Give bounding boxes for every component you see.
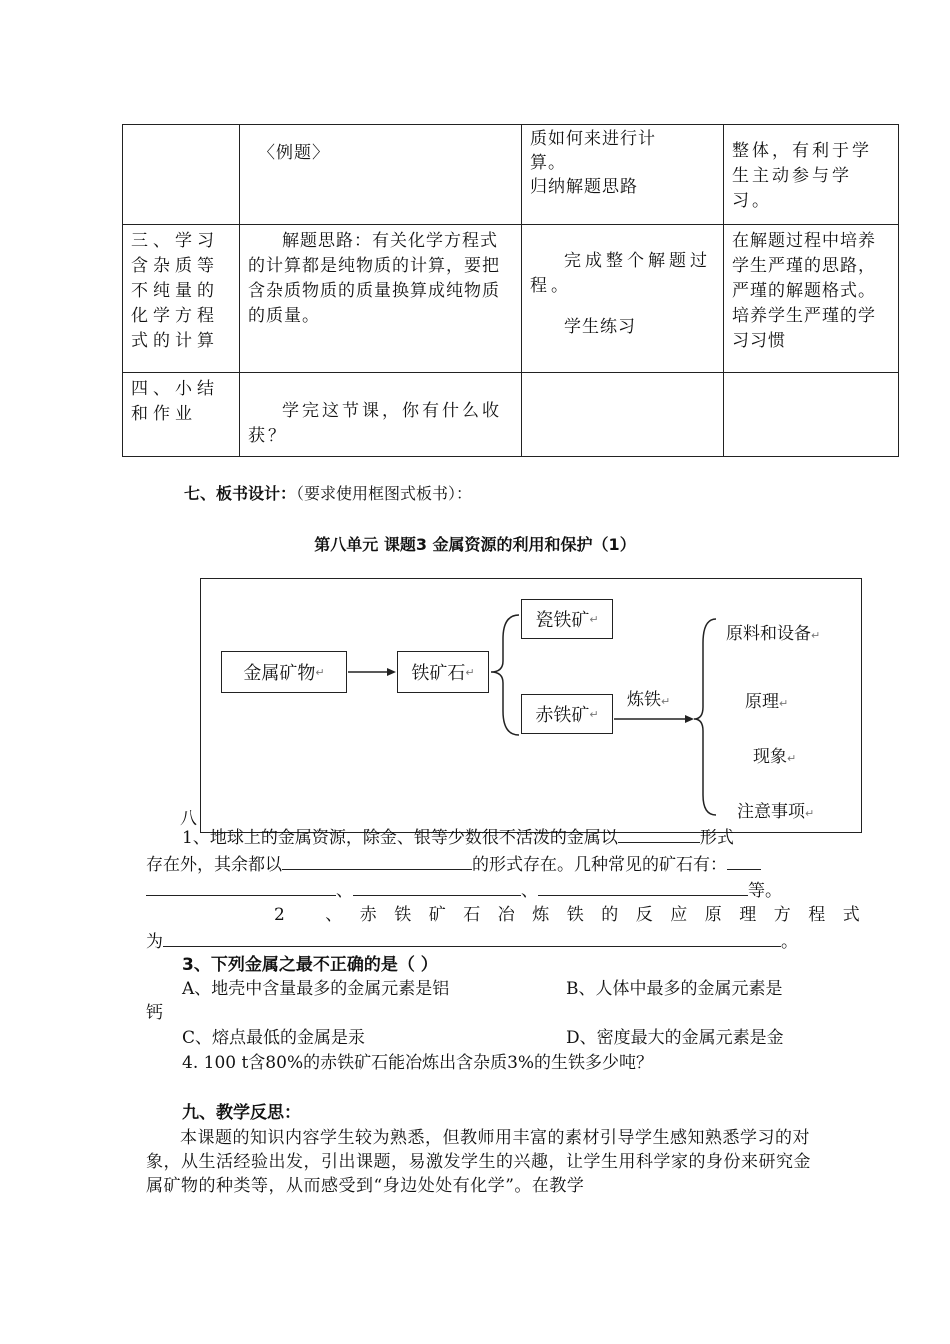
hematite-label: 赤铁矿	[535, 705, 590, 726]
q1-text: 存在外，其余都以	[146, 855, 282, 875]
option-c: C、熔点最低的金属是汞	[182, 1028, 366, 1048]
question-3-options-cd	[146, 1026, 852, 1050]
ore-brace	[491, 615, 519, 735]
q2-text: 为	[146, 932, 163, 952]
smelting-arrow-head	[685, 715, 694, 723]
question-3: 3、下列金属之最不正确的是（ ）	[182, 955, 438, 975]
answer-blank	[353, 877, 521, 896]
option-a: A、地壳中含量最多的金属元素是铝	[182, 979, 450, 999]
option-d: D、密度最大的金属元素是金	[566, 1028, 784, 1048]
cell-text: 三、学习含杂质等不纯量的化学方程式的计算	[131, 231, 219, 351]
q1-text: 形式	[699, 828, 734, 848]
question-1-line-2	[146, 851, 816, 877]
diagram-item: 注意事项↵	[737, 802, 815, 822]
section-9-heading: 九、教学反思：	[182, 1103, 301, 1123]
answer-blank	[727, 851, 761, 870]
answer-blank	[282, 851, 472, 870]
option-b: B、人体中最多的金属元素是	[566, 979, 783, 999]
cell-text: 在解题过程中培养学生严瑾的思路，严瑾的解题格式。培养学生严瑾的学习习惯	[732, 231, 876, 351]
table-cell	[522, 225, 724, 373]
cell-text: 整体，有利于学生主动参与学习。	[732, 141, 872, 211]
reflection-paragraph: 本课题的知识内容学生较为熟悉，但教师用丰富的素材引导学生感知熟悉学习的对象，从生活经验出发，引出课题，易激发学生的兴趣，让学生用科学家的身份来研究金属矿物的种类等，从而感受到“身边处处有化学”。在教学	[146, 1128, 811, 1196]
table-cell	[522, 373, 724, 457]
board-diagram	[200, 578, 862, 833]
smelting-label: 炼铁↵	[627, 690, 671, 710]
answer-blank	[618, 824, 700, 843]
diagram-item: 原料和设备↵	[726, 624, 821, 644]
table-cell	[724, 373, 899, 457]
diagram-item: 现象↵	[753, 747, 797, 767]
section-7-title: 七、板书设计：	[184, 484, 297, 503]
section-7-note: （要求使用框图式板书）：	[296, 484, 473, 503]
cell-text: 学完这节课，你有什么收获？	[248, 401, 502, 446]
question-2-line-1: 2 、赤铁矿石冶炼铁的反应原理方程式	[274, 905, 878, 925]
cell-text: 四、小结和作业	[131, 379, 219, 424]
arrow-head	[387, 668, 396, 676]
diagram-item: 原理↵	[745, 692, 789, 712]
cell-line: 质如何来进行计	[530, 129, 656, 149]
q1-text: 等。	[748, 881, 782, 901]
table-cell	[240, 373, 522, 457]
question-1-line-1	[146, 824, 852, 850]
q1-text: 1、地球上的金属资源，除金、银等少数很不活泼的金属以	[182, 828, 618, 848]
table-cell	[123, 225, 240, 373]
table-row	[123, 373, 899, 457]
table-cell	[123, 125, 240, 225]
table-cell	[123, 373, 240, 457]
answer-blank	[146, 877, 336, 896]
question-3-option-b-cont: 钙	[146, 1003, 163, 1023]
item-text: 注意事项	[737, 802, 805, 822]
cell-line: 算。	[530, 153, 566, 173]
table-cell	[724, 225, 899, 373]
question-2-line-2	[146, 928, 816, 954]
mineral-box: 金属矿物 ↵	[221, 651, 347, 693]
q1-text: 的形式存在。几种常见的矿石有：	[472, 855, 727, 875]
board-title: 第八单元 课题3 金属资源的利用和保护（1）	[314, 535, 636, 554]
cell-line: 完成整个解题过程。	[530, 251, 711, 296]
hematite-box: 赤铁矿 ↵	[521, 694, 613, 734]
smelting-text: 炼铁	[627, 690, 661, 710]
question-1-line-3	[146, 877, 816, 903]
table-cell	[724, 125, 899, 225]
q2-text: 。	[781, 932, 798, 952]
q1-sep: 、	[521, 881, 538, 901]
mineral-label: 金属矿物	[243, 663, 316, 684]
item-text: 原料和设备	[726, 624, 811, 644]
q1-sep: 、	[336, 881, 353, 901]
example-label: 〈例题〉	[258, 143, 330, 163]
magnetite-label: 瓷铁矿	[535, 610, 590, 631]
table-cell	[240, 125, 522, 225]
cell-line: 学生练习	[564, 317, 636, 337]
lesson-table	[122, 124, 899, 457]
table-row	[123, 125, 899, 225]
table-cell	[522, 125, 724, 225]
section-8-heading-fragment: 八	[180, 809, 197, 829]
cell-text: 解题思路：有关化学方程式的计算都是纯物质的计算，要把含杂质物质的质量换算成纯物质的质量。	[248, 231, 500, 326]
smelting-brace	[694, 619, 716, 815]
answer-blank	[538, 877, 748, 896]
answer-blank	[163, 928, 781, 947]
question-3-options-ab	[146, 977, 852, 1001]
item-text: 原理	[745, 692, 779, 712]
magnetite-box: 瓷铁矿 ↵	[521, 599, 613, 639]
table-cell	[240, 225, 522, 373]
section-7-heading	[184, 481, 472, 504]
table-row	[123, 225, 899, 373]
item-text: 现象	[753, 747, 787, 767]
question-4: 4. 100 t含80%的赤铁矿石能冶炼出含杂质3%的生铁多少吨？	[182, 1053, 654, 1073]
iron-ore-label: 铁矿石	[411, 663, 466, 684]
iron-ore-box: 铁矿石 ↵	[397, 651, 489, 693]
cell-line: 归纳解题思路	[530, 177, 638, 197]
